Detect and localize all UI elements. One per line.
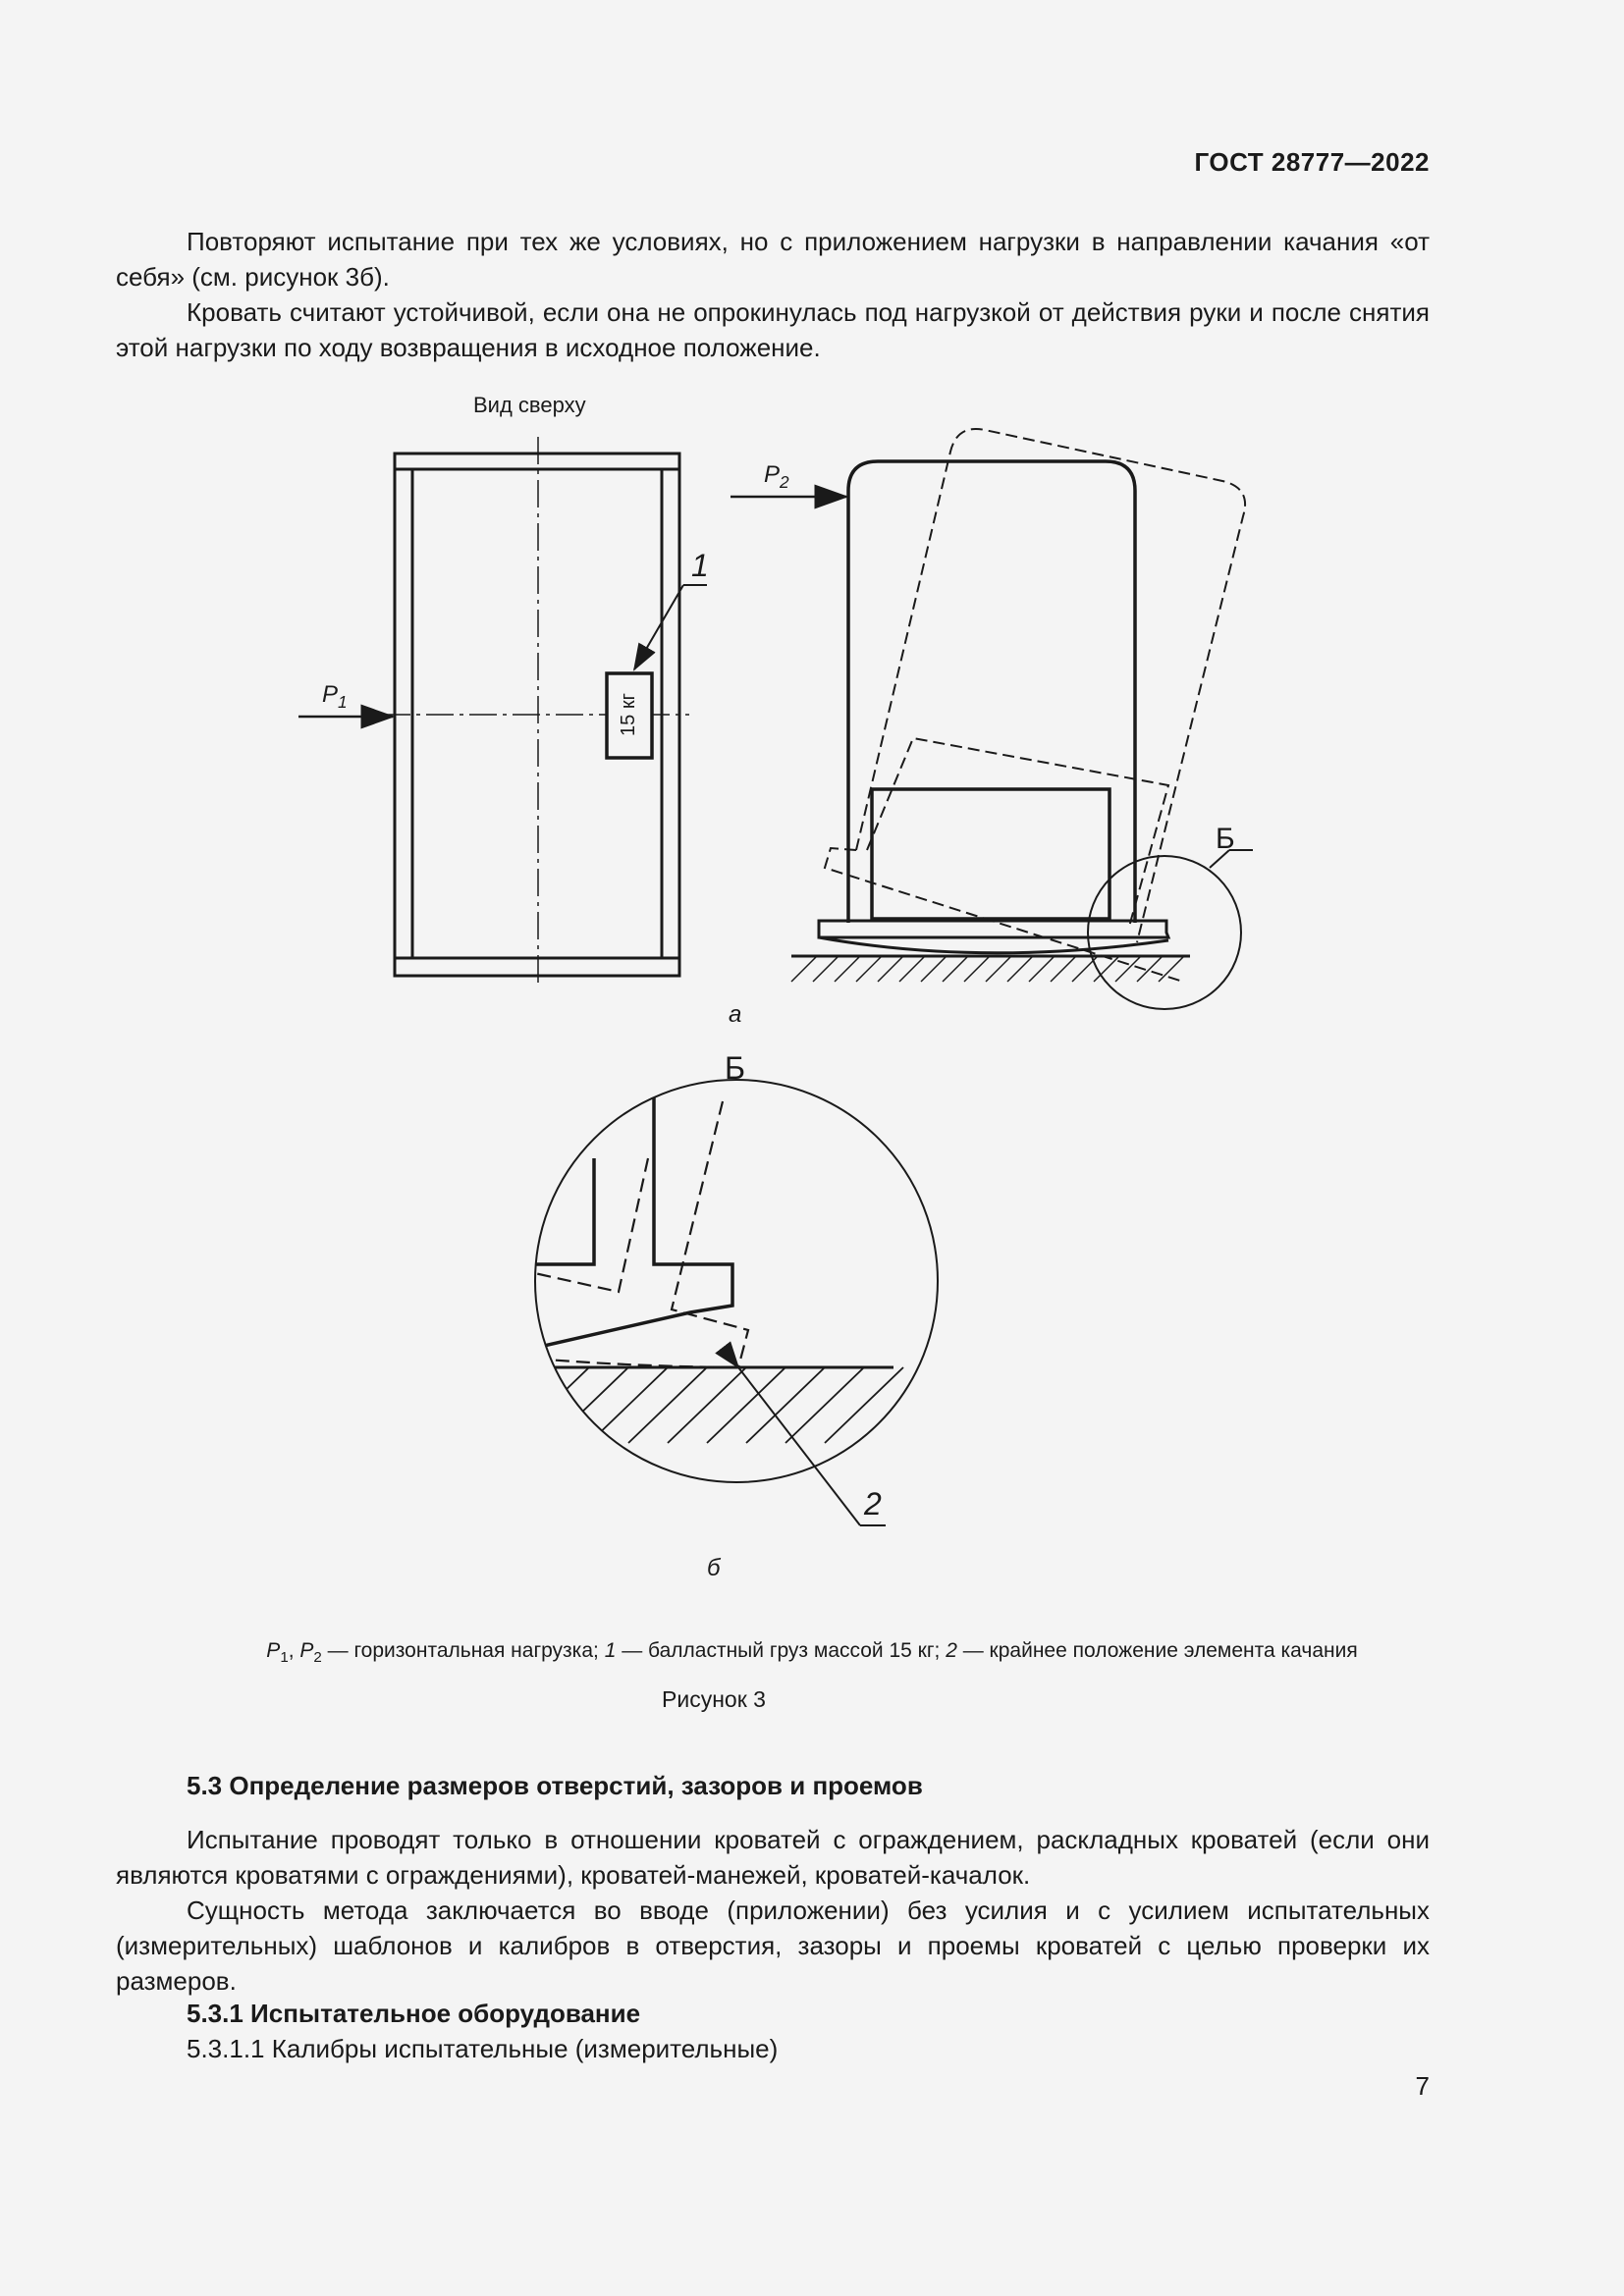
ballast-weight-label: 15 кг	[618, 693, 639, 736]
legend-text-ballast: — балластный груз массой 15 кг;	[616, 1639, 947, 1662]
subfigure-a-label: а	[729, 1001, 742, 1028]
figure-legend	[0, 1639, 1624, 1666]
legend-text-extreme: — крайнее положение элемента качания	[956, 1639, 1358, 1662]
load-p1-subscript: 1	[338, 691, 348, 712]
legend-separator: ,	[288, 1639, 300, 1662]
section-paragraph-scope: Испытание проводят только в отношении кроватей с ограждением, раскладных кроватей (если они являются кроватями с ограждениями), кроватей-манежей, кроватей-качалок.	[116, 1825, 1430, 1890]
callout-2: 2	[864, 1486, 882, 1522]
top-view-drawing	[298, 437, 707, 987]
load-p1-letter: P	[322, 681, 339, 708]
legend-p2-subscript: 2	[313, 1649, 322, 1667]
subsection-heading: 5.3.1 Испытательное оборудование	[187, 1999, 641, 2028]
load-p2-subscript: 2	[780, 471, 789, 492]
legend-number-2: 2	[946, 1639, 957, 1662]
load-p2-label	[764, 461, 789, 493]
paragraph-repeat-test: Повторяют испытание при тех же условиях, но с приложением нагрузки в направлении качания «от себя» (см. рисунок 3б).	[116, 227, 1430, 292]
load-p1-label	[322, 681, 348, 713]
subsection-item: 5.3.1.1 Калибры испытательные (измерительные)	[187, 2034, 779, 2063]
figure-caption: Рисунок 3	[662, 1686, 766, 1712]
document-code-header: ГОСТ 28777—2022	[1194, 147, 1430, 177]
legend-number-1: 1	[604, 1639, 617, 1662]
legend-p1-letter: P	[266, 1639, 281, 1662]
side-view-drawing	[731, 429, 1253, 1009]
subfigure-b-label: б	[707, 1555, 721, 1581]
detail-b-drawing	[511, 1080, 938, 1525]
paragraph-stability-criteria: Кровать считают устойчивой, если она не опрокинулась под нагрузкой от действия руки и после снятия этой нагрузки по ходу возвращения в исходное положение.	[116, 297, 1430, 362]
detail-marker-small: Б	[1216, 823, 1235, 855]
legend-p1-subscript: 1	[280, 1649, 289, 1667]
callout-1: 1	[691, 548, 709, 583]
section-paragraph-method: Сущность метода заключается во вводе (приложении) без усилия и с усилием испытательных (измерительных) шаблонов и калибров в отверстия, зазоры и проемы кроватей с целью проверки их размеров.	[116, 1896, 1430, 1996]
legend-text-load: — горизонтальная нагрузка;	[321, 1639, 605, 1662]
detail-marker-large: Б	[725, 1050, 745, 1086]
section-heading: 5.3 Определение размеров отверстий, зазоров и проемов	[187, 1771, 923, 1800]
page-number: 7	[1415, 2071, 1430, 2101]
top-view-label: Вид сверху	[473, 393, 586, 417]
load-p2-letter: P	[764, 461, 781, 488]
legend-p2-letter: P	[299, 1639, 314, 1662]
